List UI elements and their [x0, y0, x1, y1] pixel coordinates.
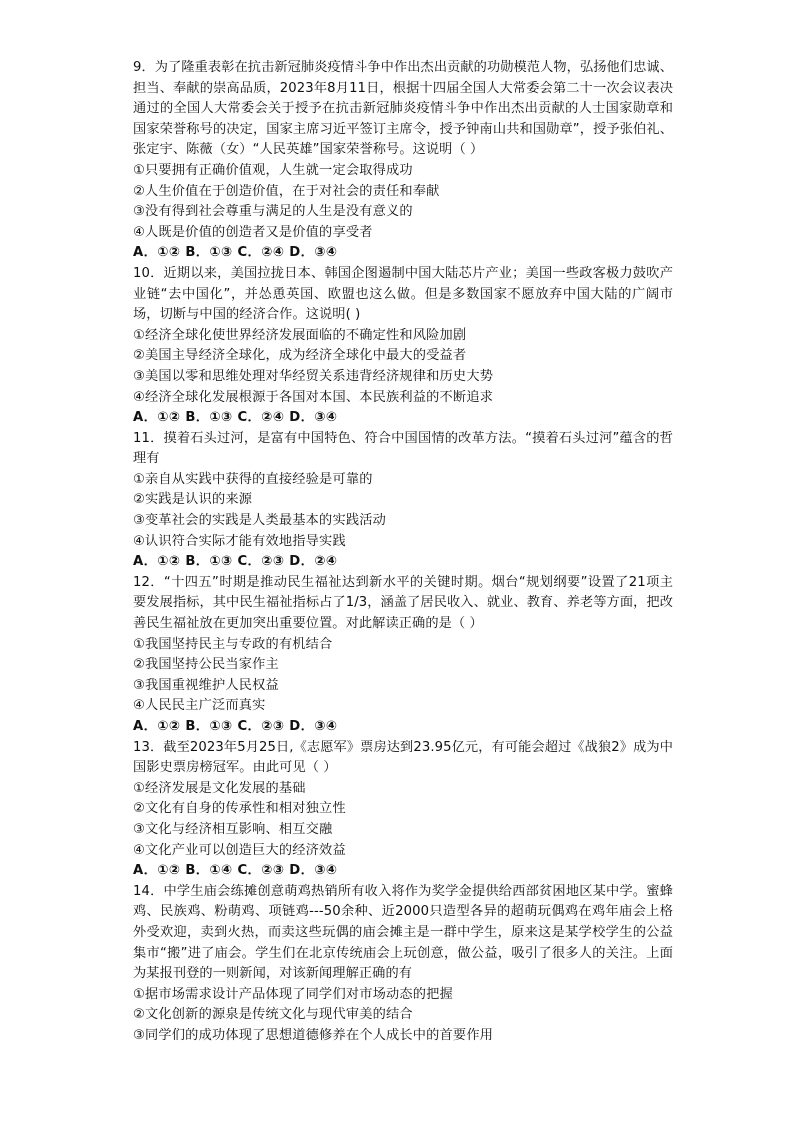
option-4: ④人既是价值的创造者又是价值的享受者: [133, 224, 373, 240]
option-1: ①我国坚持民主与专政的有机结合: [133, 636, 333, 652]
option-2: ②文化创新的源泉是传统文化与现代审美的结合: [133, 1007, 413, 1023]
question-12: [133, 573, 673, 738]
option-3: ③文化与经济相互影响、相互交融: [133, 821, 333, 837]
option-2: ②人生价值在于创造价值，在于对社会的责任和奉献: [133, 183, 440, 199]
answer-choices: A．①② B．①③ C．②③ D．②④: [133, 554, 338, 570]
option-3: ③美国以零和思维处理对华经贸关系违背经济规律和历史大势: [133, 368, 494, 384]
option-4: ④文化产业可以创造巨大的经济效益: [133, 842, 346, 858]
option-3: ③没有得到社会尊重与满足的人生是没有意义的: [133, 204, 413, 220]
question-13: [133, 738, 673, 882]
question-9: [133, 58, 673, 264]
answer-choices: A．①② B．①③ C．②③ D．③④: [133, 719, 338, 734]
exam-page: [133, 58, 673, 1047]
option-4: ④经济全球化发展根源于各国对本国、本民族利益的不断追求: [133, 389, 494, 405]
option-4: ④人民民主广泛而真实: [133, 698, 266, 714]
question-stem: 10．近期以来，美国拉拢日本、韩国企图遏制中国大陆芯片产业；美国一些政客极力鼓吹产业链“去中国化”，并怂恿英国、欧盟也这么做。但是多数国家不愿放弃中国大陆的广阔市场，切断与中国的经济合作。这说明( ): [133, 265, 673, 323]
question-stem: 9．为了隆重表彰在抗击新冠肺炎疫情斗争中作出杰出贡献的功勋模范人物，弘扬他们忠诚、担当、奉献的崇高品质，2023年8月11日，根据十四届全国人大常委会第二十一次会议表决通过的全国人大常委会关于授予在抗击新冠肺炎疫情斗争中作出杰出贡献的人士国家勋章和国家荣誉称号的决定，国家主席习近平签订主席令，授予钟南山共和国勋章”，授予张伯礼、张定宇、陈薇（女）“人民英雄”国家荣誉称号。这说明（ ）: [133, 60, 673, 158]
question-10: [133, 264, 673, 429]
option-3: ③同学们的成功体现了思想道德修养在个人成长中的首要作用: [133, 1027, 494, 1043]
option-4: ④认识符合实际才能有效地指导实践: [133, 533, 346, 549]
option-3: ③变革社会的实践是人类最基本的实践活动: [133, 513, 386, 529]
option-2: ②我国坚持公民当家作主: [133, 657, 279, 673]
option-3: ③我国重视维护人民权益: [133, 677, 279, 693]
option-2: ②文化有自身的传承性和相对独立性: [133, 801, 346, 817]
answer-choices: A．①② B．①④ C．②③ D．③④: [133, 863, 338, 879]
option-2: ②美国主导经济全球化，成为经济全球化中最大的受益者: [133, 348, 467, 364]
answer-choices: A．①② B．①③ C．②④ D．③④: [133, 245, 338, 261]
question-stem: 11．摸着石头过河，是富有中国特色、符合中国国情的改革方法。“摸着石头过河”蕴含的哲理有: [133, 430, 673, 467]
option-1: ①亲自从实践中获得的直接经验是可靠的: [133, 471, 373, 487]
question-11: [133, 429, 673, 573]
option-1: ①经济全球化使世界经济发展面临的不确定性和风险加剧: [133, 327, 467, 343]
question-stem: 13．截至2023年5月25日,《志愿军》票房达到23.95亿元，有可能会超过《战狼2》成为中国影史票房榜冠军。由此可见（ ）: [133, 739, 673, 776]
option-1: ①经济发展是文化发展的基础: [133, 780, 306, 796]
question-14: [133, 882, 673, 1047]
option-1: ①只要拥有正确价值观，人生就一定会取得成功: [133, 162, 413, 178]
option-2: ②实践是认识的来源: [133, 492, 253, 508]
answer-choices: A．①② B．①③ C．②④ D．③④: [133, 410, 338, 426]
question-stem: 12．“十四五”时期是推动民生福祉达到新水平的关键时期。烟台“规划纲要”设置了21项主要发展指标，其中民生福祉指标占了1/3，涵盖了居民收入、就业、教育、养老等方面，把改善民生福祉放在更加突出重要位置。对此解读正确的是（ ）: [133, 574, 673, 632]
option-1: ①据市场需求设计产品体现了同学们对市场动态的把握: [133, 986, 453, 1002]
question-stem: 14．中学生庙会练摊创意萌鸡热销所有收入将作为奖学金提供给西部贫困地区某中学。蜜蜂鸡、民族鸡、粉萌鸡、项链鸡---50余种、近2000只造型各异的超萌玩偶鸡在鸡年庙会上格外受欢迎，卖到火热，而卖这些玩偶的庙会摊主是一群中学生，原来这是某学校学生的公益集市“搬”进了庙会。学生们在北京传统庙会上玩创意，做公益，吸引了很多人的关注。上面为某报刊登的一则新闻，对该新闻理解正确的有: [133, 883, 673, 982]
